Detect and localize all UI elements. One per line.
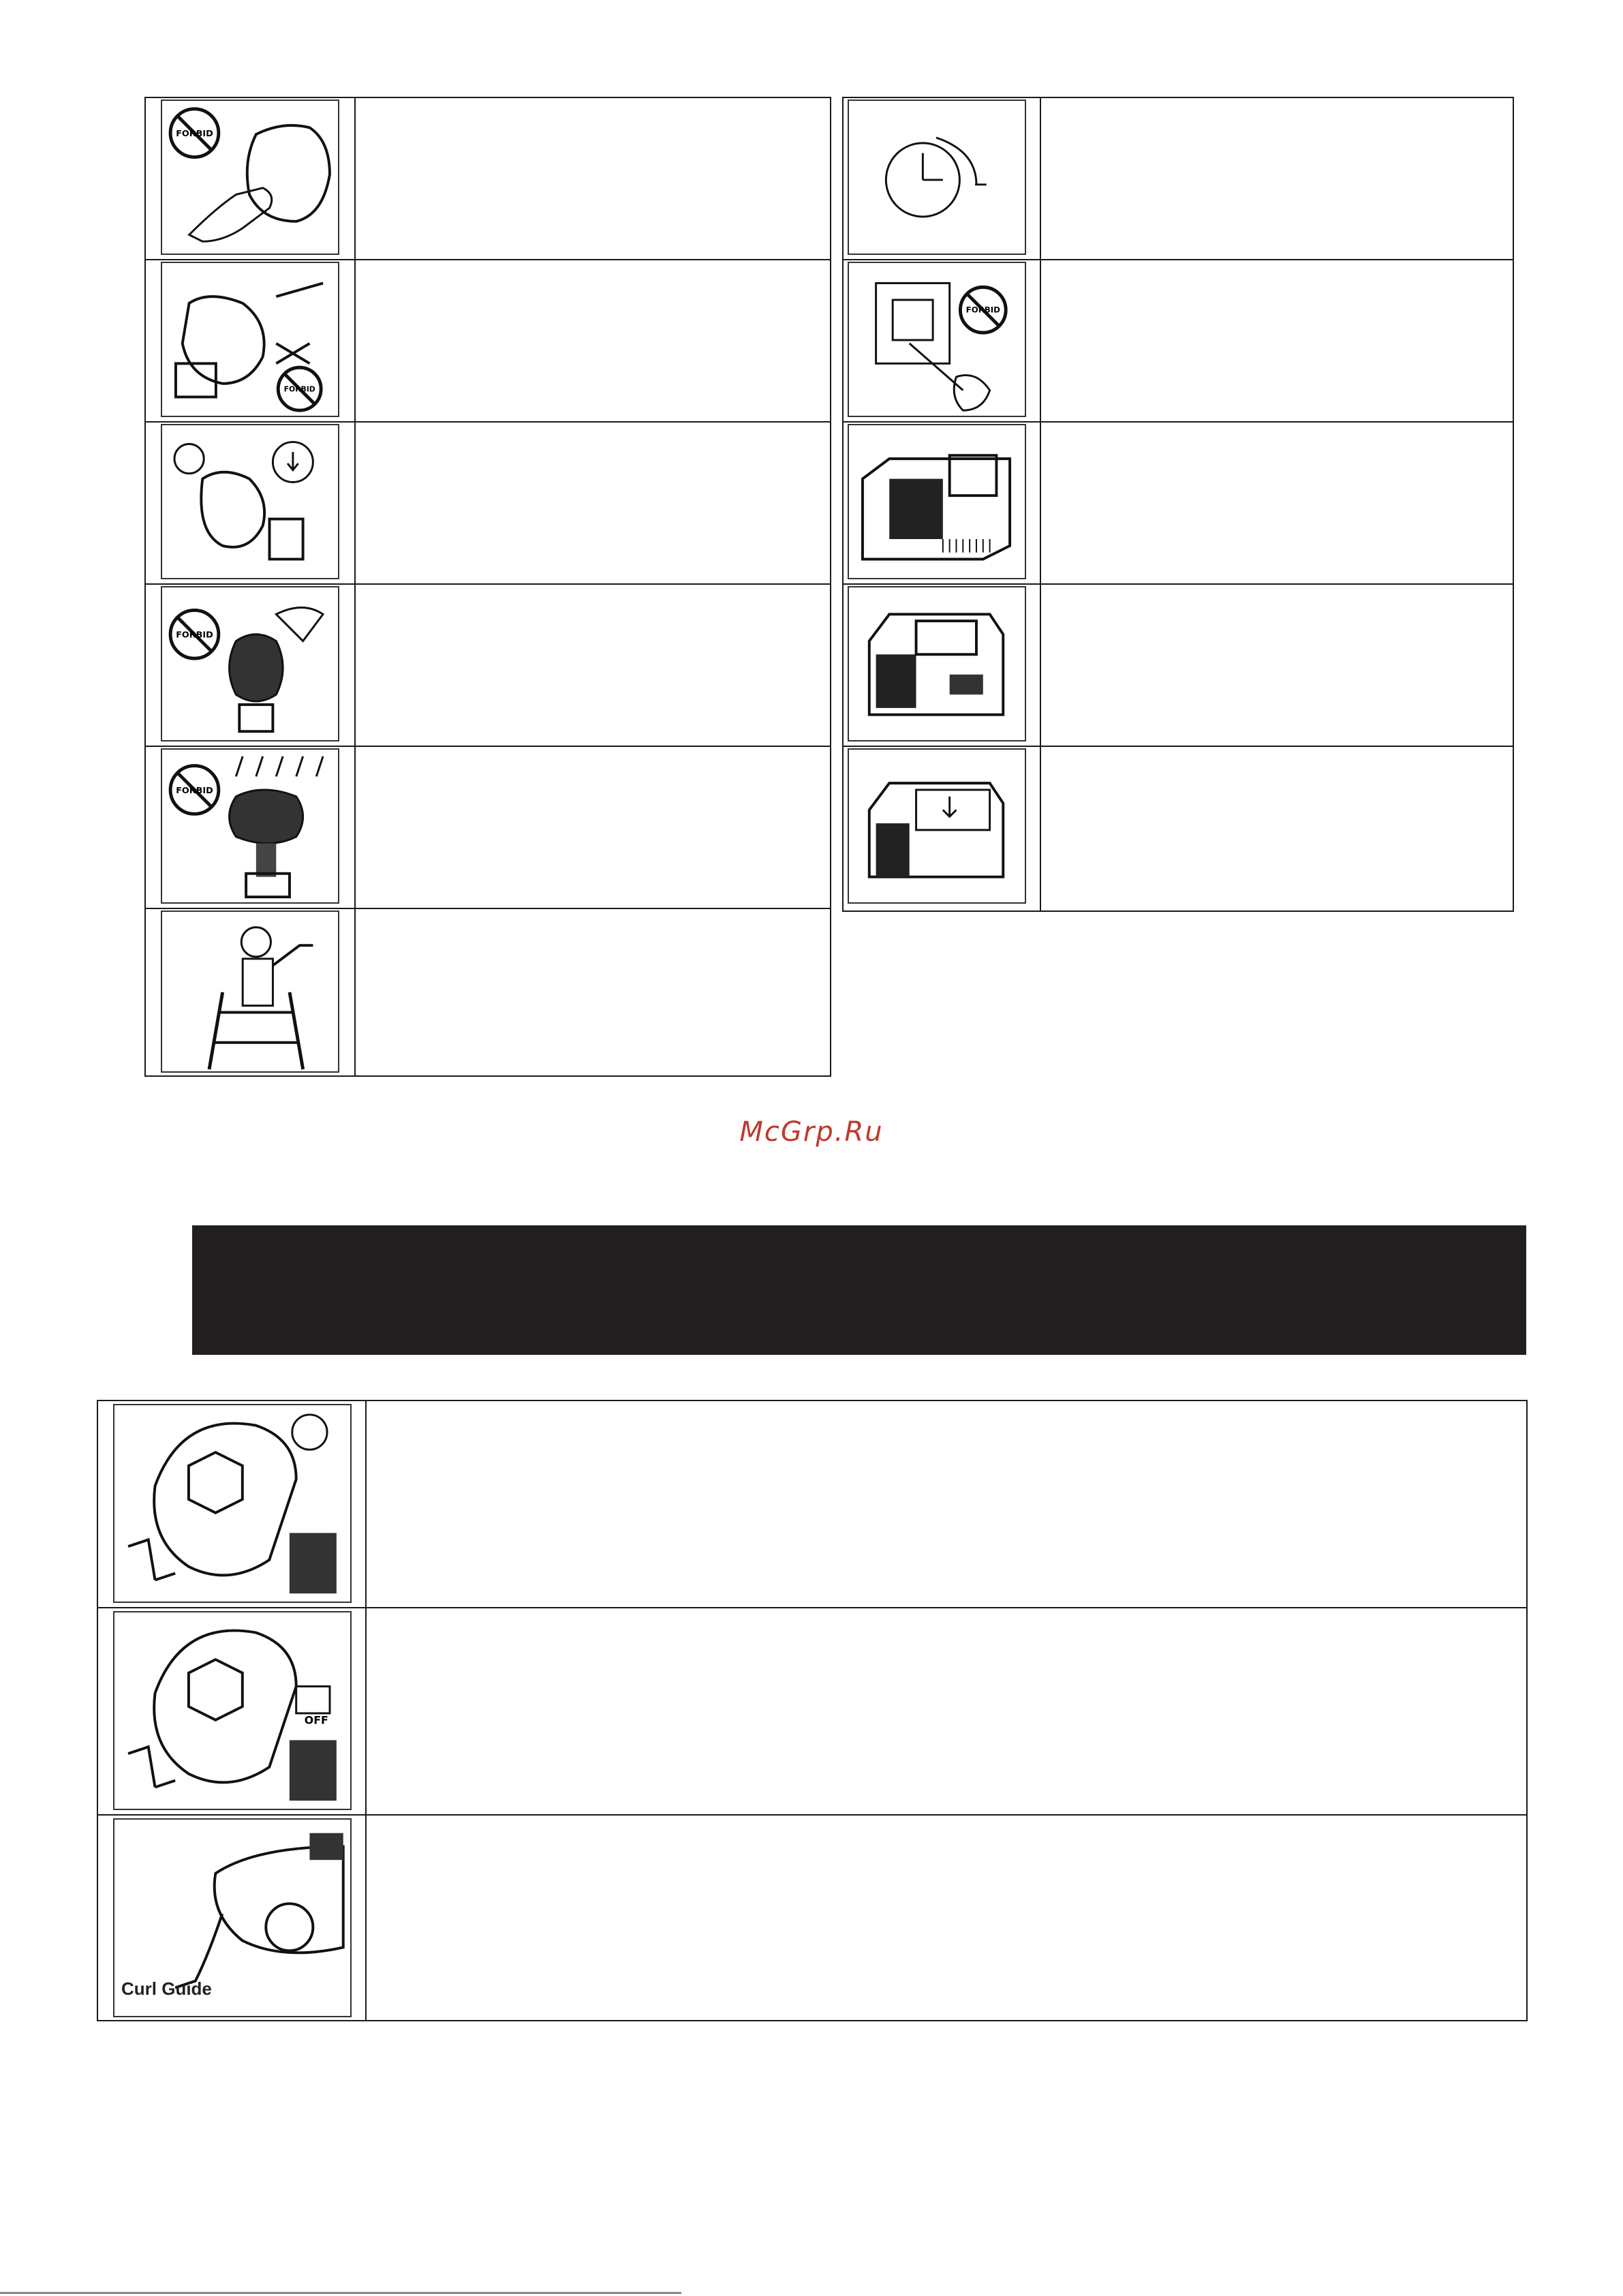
- tool-switch-off-icon: [113, 1611, 352, 1810]
- forbid-modify-tool-icon: [161, 262, 339, 417]
- svg-text:FORBID: FORBID: [283, 384, 315, 394]
- svg-text:OFF: OFF: [304, 1713, 328, 1727]
- clock-icon: [848, 100, 1026, 255]
- forbid-hand-on-tool-icon: [161, 100, 339, 255]
- charger-icon: [848, 424, 1026, 579]
- remove-battery-icon: [161, 424, 339, 579]
- tool-switch-on-icon: [113, 1404, 352, 1603]
- watermark: McGrp.Ru: [739, 1116, 884, 1148]
- svg-text:FORBID: FORBID: [965, 305, 1000, 315]
- section-banner: [192, 1225, 1526, 1355]
- footer-rule: [0, 2292, 681, 2294]
- battery-icon: [848, 586, 1026, 741]
- forbid-hit-tool-icon: [161, 586, 339, 741]
- curl-guide-label: Curl Guide: [121, 1978, 212, 1999]
- worker-on-ladder-icon: [161, 910, 339, 1073]
- forbid-rain-icon: [161, 748, 339, 904]
- svg-text:FORBID: FORBID: [176, 785, 213, 796]
- svg-text:FORBID: FORBID: [176, 630, 213, 641]
- battery-insert-icon: [848, 748, 1026, 904]
- svg-text:FORBID: FORBID: [176, 129, 213, 140]
- forbid-pull-plug-icon: [848, 262, 1026, 417]
